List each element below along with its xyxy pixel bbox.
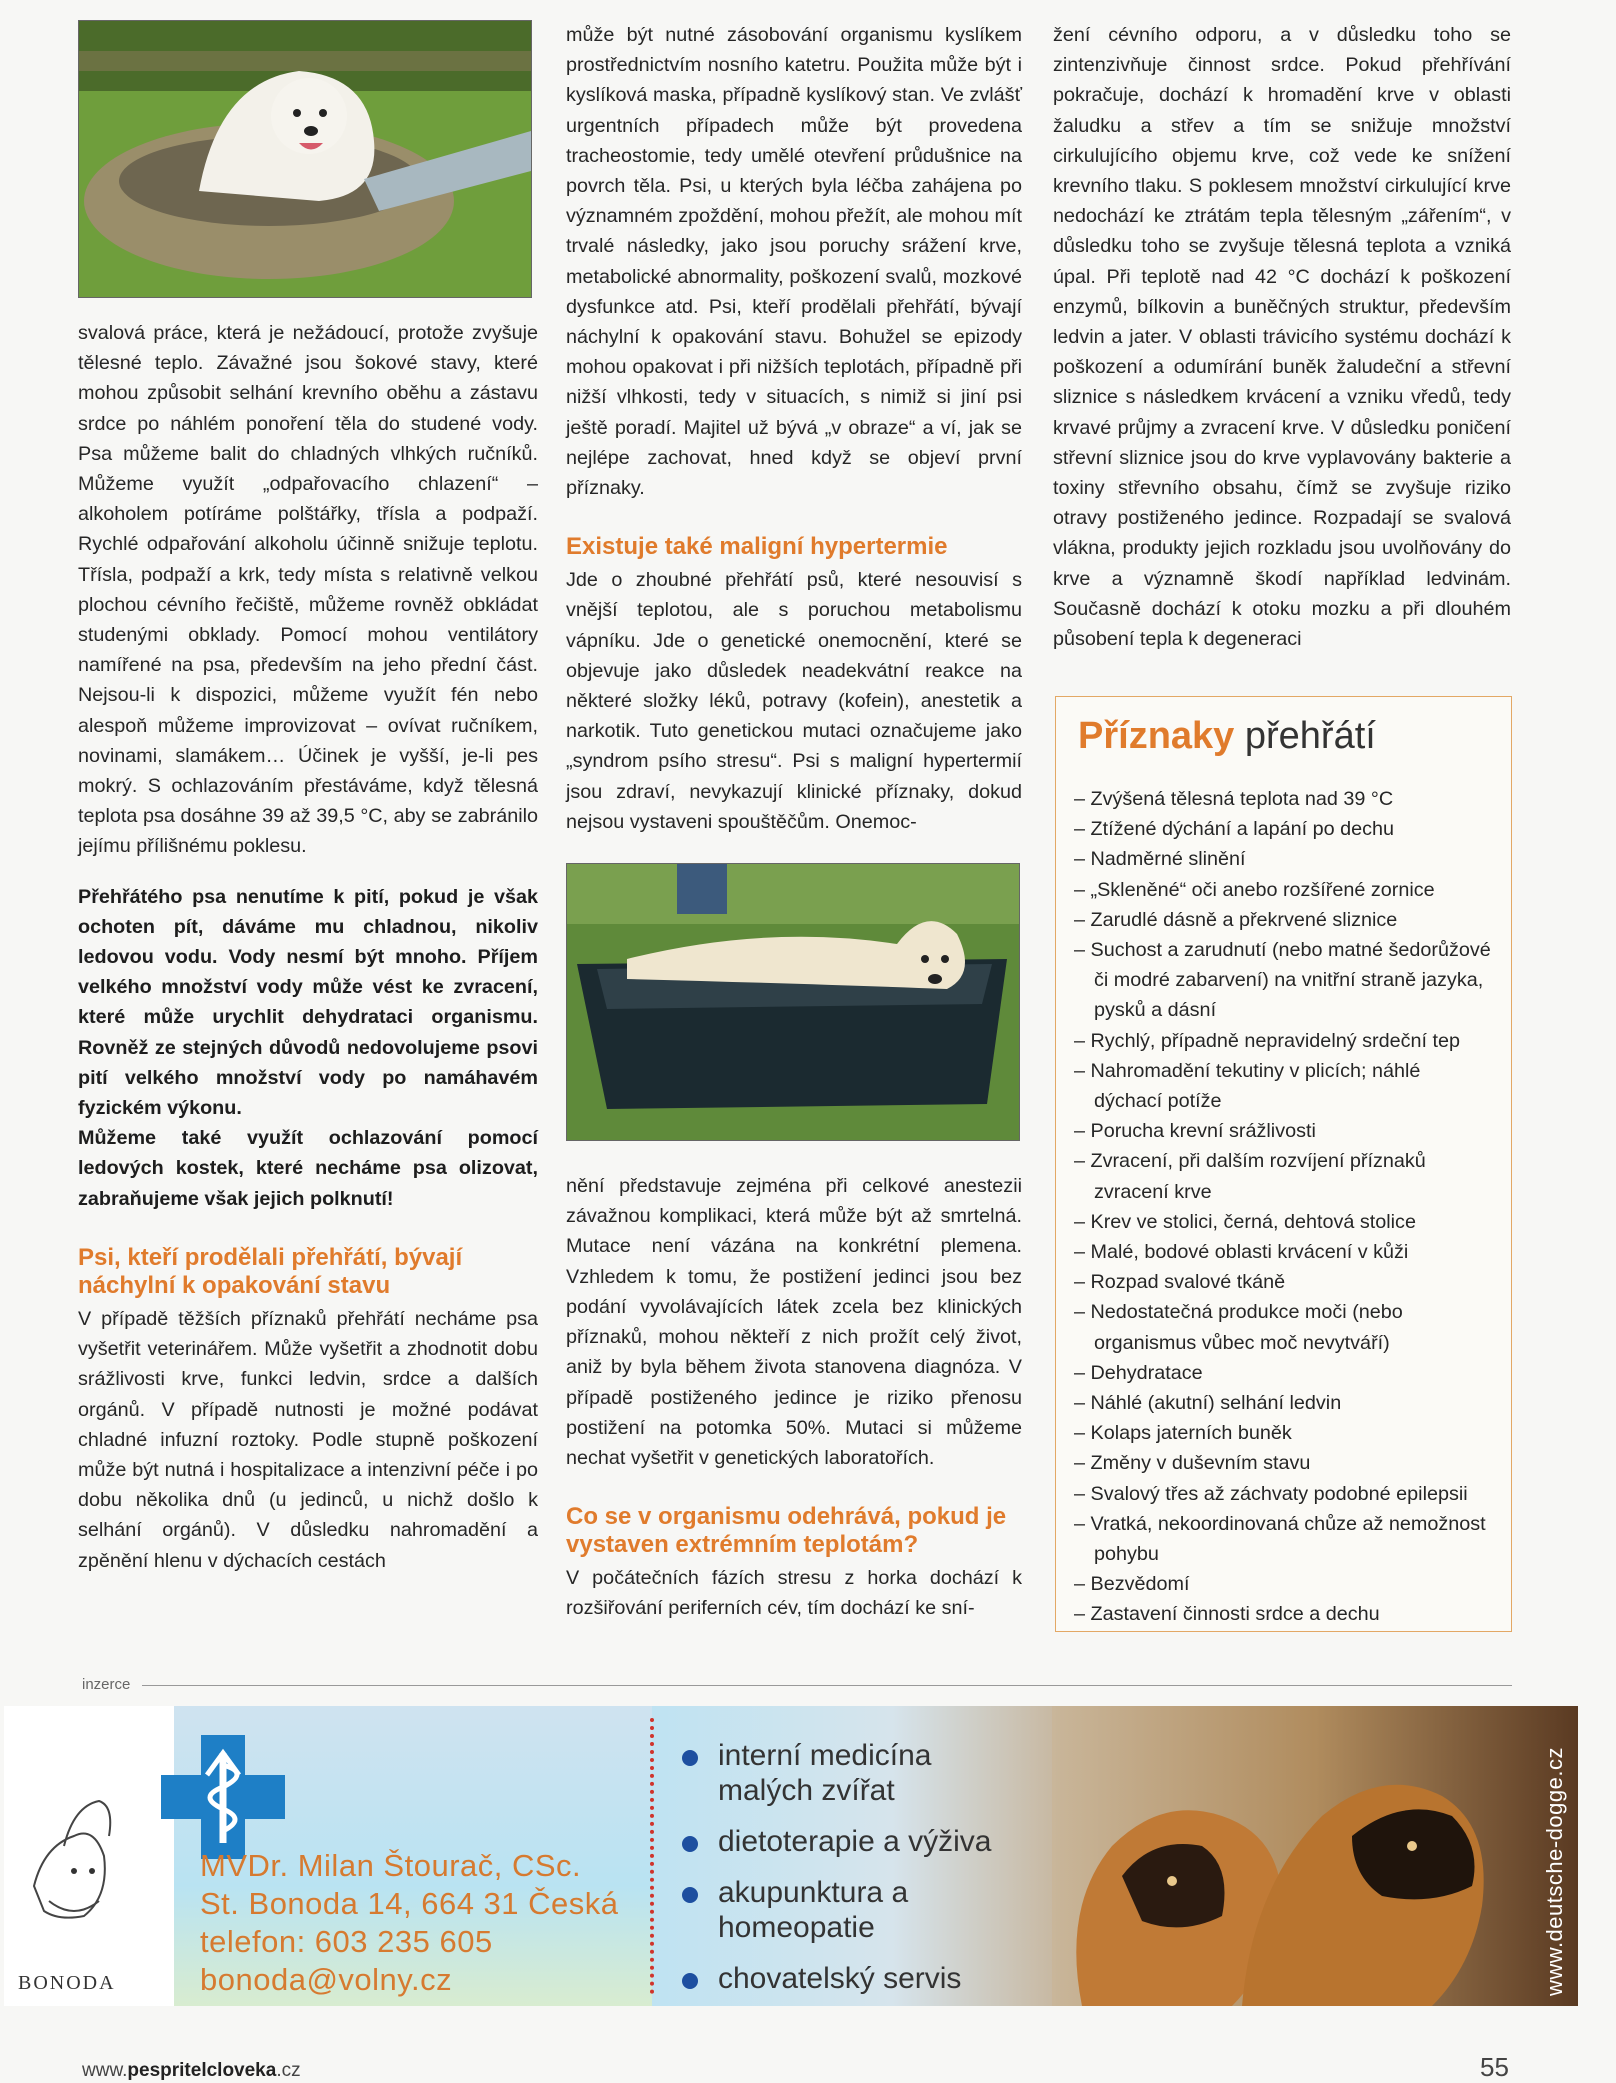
great-dane-painting [1052,1706,1578,2006]
page-number: 55 [1480,2052,1509,2082]
col3-paragraph-1: žení cévního odporu, a v důsledku toho se zintenzivňuje činnost srdce. Pokud přehřívání pokračuje, dochází k hromadění krve v oblasti žaludku a střev a tím se snižuje množství cirkulujícího objemu krve, což vede ke snížení krevního tlaku. S poklesem množství cirkulující krve nedochází ke ztrátám tepla tělesným „zářením“, v důsledku toho se zvyšuje tělesná teplota a vzniká úpal. Při teplotě nad 42 °C dochází k poškození enzymů, bílkovin a buněčných struktur, především ledvin a jater. V oblasti trávicího systému dochází k poškození a odumírání buněk žaludeční a střevní sliznice s následkem krvácení a vzniku vředů, tedy krvavé průjmy a zvracení krve. V důsledku poničení střevní sliznice jsou do krve vyplavovány bakterie a toxiny střevního obsahu, čímž se zvyšuje riziko otravy postiženého jedince. Rozpadají se svalová vlákna, produkty jejich rozkladu jsou uvolňovány do krve a významně škodí například ledvinám. Současně dochází k otoku mozku a při dlouhém působení tepla k degeneraci [1053,24,1511,651]
service-item: chovatelský servis [680,1961,1008,1996]
symptoms-box [1055,696,1512,1632]
heading-recurrence: Psi, kteří prodělali přehřátí, bývají náchylní k opakování stavu [78,1243,463,1299]
advert-divider [142,1685,1512,1686]
symptom-item: – Zastavení činnosti srdce a dechu [1074,1599,1493,1629]
symptom-item: – Změny v duševním stavu [1074,1448,1493,1478]
bullet-icon [682,1887,698,1903]
symptoms-list [1056,784,1511,1630]
symptom-item: – Nahromadění tekutiny v plicích; náhlé dýchací potíže [1074,1056,1493,1116]
dog-head-sketch-icon [4,1706,174,1966]
symptom-item: – Malé, bodové oblasti krvácení v kůži [1074,1237,1493,1267]
col2-paragraph-4: V počátečních fázích stresu z horka dochází k rozšiřování periferních cév, tím dochází ke sní- [566,1567,1022,1620]
heading-extreme-temperatures: Co se v organismu odehrává, pokud je vystaven extrémním teplotám? [566,1503,1007,1559]
symptoms-title-accent: Příznaky [1078,715,1235,757]
symptom-item: – Nadměrné slinění [1074,844,1493,874]
col2-paragraph-1: může být nutné zásobování organismu kyslíkem prostřednictvím nosního katetru. Použita může být i kyslíková maska, případně kyslíkový stan. Ve zvlášť urgentních případech může být provedena tracheostomie, tedy umělé otevření průdušnice na povrch těla. Psi, u kterých byla léčba zahájena po významném zpoždění, mohou přežít, ale mohou mít trvalé následky, jako jsou poruchy srážení krve, metabolické abnormality, poškození svalů, mozkové dysfunkce atd. Psi, kteří prodělali přehřátí, bývají náchylní k opakování stavu. Bohužel se epizody mohou opakovat i při nižších teplotách, případně při nižší vlhkosti, tedy v situacích, s nimiž si jiní psi ještě poradí. Majitel už bývá „v obraze“ a ví, jak se nejlépe zachovat, hned když se objeví první příznaky. [566,24,1022,500]
dotted-divider [650,1718,654,1994]
bullet-icon [682,1836,698,1852]
column-1 [78,20,538,1576]
symptom-item: – Vratká, nekoordinovaná chůze až nemožnost pohybu [1074,1509,1493,1569]
symptom-item: – Ztížené dýchání a lapání po dechu [1074,814,1493,844]
footer-site[interactable]: www.pespritelcloveka.cz [82,2060,301,2081]
service-item: dietoterapie a výživa [680,1824,1008,1859]
bullet-icon [682,1973,698,1989]
symptom-item: – Rychlý, případně nepravidelný srdeční tep [1074,1026,1493,1056]
photo-dog-in-tub [566,863,1020,1141]
symptom-item: – Nedostatečná produkce moči (nebo organismus vůbec moč nevytváří) [1074,1297,1493,1357]
symptom-item: – Porucha krevní srážlivosti [1074,1116,1493,1146]
column-2 [566,20,1022,1624]
contact-address: St. Bonoda 14, 664 31 Česká [200,1886,619,1921]
col2-paragraph-3: nění představuje zejména při celkové anestezii závažnou komplikaci, která může být až smrtelná. Mutace není vázána na konkrétní plemena. Vzhledem k tomu, že postižení jedinci jsou bez podání vyvolávajících látek zcela bez klinických příznaků, mohou někteří z nich prožít celý život, aniž by byla během života stanovena diagnóza. V případě postiženého jedince je riziko přenosu postižení na potomka 50%. Mutaci si můžeme nechat vyšetřit v genetických laboratořích. [566,1175,1022,1469]
advert-label: inzerce [82,1676,131,1693]
contact-phone: telefon: 603 235 605 [200,1924,493,1959]
col1-bold-advice: Přehřátého psa nenutíme k pití, pokud je však ochoten pít, dáváme mu chladnou, nikoliv ledovou vodu. Vody nesmí být mnoho. Příjem velkého množství vody může vést ke zvracení, které může urychlit dehydrataci organismu. Rovněž ze stejných důvodů nedovolujeme psovi pití velkého množství vody po namáhavém fyzickém výkonu. [78,885,538,1120]
symptom-item: – Bezvědomí [1074,1569,1493,1599]
col2-paragraph-2: Jde o zhoubné přehřátí psů, které nesouvisí s vnější teplotou, ale s poruchou metabolismu vápníku. Jde o genetické onemocnění, které se objevuje jako důsledek neadekvátní reakce na některé složky léků, potravy (kofein), anestetik a narkotik. Tuto genetickou mutaci označujeme jako „syndrom psího stresu“. Psi s maligní hypertermií jsou zdraví, nevykazují klinické příznaky, dokud nejsou vystaveni spouštěčům. Onemoc- [566,569,1022,833]
symptom-item: – Suchost a zarudnutí (nebo matné šedorůžové či modré zabarvení) na vnitřní straně jazyka, pysků a dásní [1074,935,1493,1026]
symptom-item: – Svalový třes až záchvaty podobné epilepsii [1074,1479,1493,1509]
column-3 [1053,20,1511,654]
bonoda-logo [4,1706,174,2006]
symptom-item: – Náhlé (akutní) selhání ledvin [1074,1388,1493,1418]
symptom-item: – „Skleněné“ oči anebo rozšířené zornice [1074,875,1493,905]
service-item: akupunktura a homeopatie [680,1875,978,1945]
contact-email[interactable]: bonoda@volny.cz [200,1962,453,1997]
bonoda-brand: BONODA [18,1972,116,1994]
symptom-item: – Kolaps jaterních buněk [1074,1418,1493,1448]
symptom-item: – Rozpad svalové tkáně [1074,1267,1493,1297]
symptom-item: – Krev ve stolici, černá, dehtová stolice [1074,1207,1493,1237]
advert-url[interactable]: www.deutsche-dogge.cz [1542,1747,1567,1996]
bullet-icon [682,1750,698,1766]
service-item: interní medicína malých zvířat [680,1738,1008,1808]
col1-paragraph-1: svalová práce, která je nežádoucí, protože zvyšuje tělesné teplo. Závažné jsou šokové stavy, které mohou způsobit selhání krevního oběhu a zástavu srdce po náhlém ponoření těla do studené vody. Psa můžeme balit do chladných vlhkých ručníků. Můžeme využít „odpařovacího chlazení“ – alkoholem potíráme polštářky, třísla a podpaží. Rychlé odpařování alkoholu účinně snižuje teplotu. Třísla, podpaží a krk, tedy místa s relativně velkou plochou cévního řečiště, můžeme rovněž obkládat studenými obklady. Pomocí mohou ventilátory namířené na psa, především na jeho přední část. Nejsou-li k dispozici, můžeme využít fén nebo alespoň můžeme improvizovat – ovívat ručníkem, novinami, slamákem… Účinek je vyšší, je-li pes mokrý. S ochlazováním přestáváme, když tělesná teplota psa dosáhne 39 až 39,5 °C, aby se zabránilo jejímu přílišnému poklesu. [78,322,538,858]
symptom-item: – Zarudlé dásně a překrvené sliznice [1074,905,1493,935]
contact-name: MVDr. Milan Štourač, CSc. [200,1848,582,1883]
symptoms-title-rest: přehřátí [1244,715,1376,757]
col1-bold-ice: Můžeme také využít ochlazování pomocí ledových kostek, které necháme psa olizovat, zabraňujeme však jejich polknutí! [78,1127,538,1210]
symptom-item: – Zvracení, při dalším rozvíjení příznaků zvracení krve [1074,1146,1493,1206]
symptom-item: – Zvýšená tělesná teplota nad 39 °C [1074,784,1493,814]
photo-dog-in-stone-trough [78,20,532,298]
veterinary-cross-icon [161,1735,285,1859]
services-list [680,1738,1008,2006]
symptoms-box-title [1078,715,1511,758]
col1-paragraph-2: V případě těžších příznaků přehřátí necháme psa vyšetřit veterinářem. Může vyšetřit a zhodnotit dobu srážlivosti krve, funkci ledvin, srdce a dalších orgánů. V případě nutnosti je možné podávat chladné infuzní roztoky. Podle stupně poškození může být nutná i hospitalizace a intenzivní péče i po dobu několika dnů (u jedinců, u nichž došlo k selhání orgánů). V důsledku nahromadění a zpěnění hlenu v dýchacích cestách [78,1307,538,1572]
symptom-item: – Dehydratace [1074,1358,1493,1388]
advert-banner [4,1706,1578,2006]
heading-malignant-hyperthermia: Existuje také maligní hypertermie [566,533,948,561]
